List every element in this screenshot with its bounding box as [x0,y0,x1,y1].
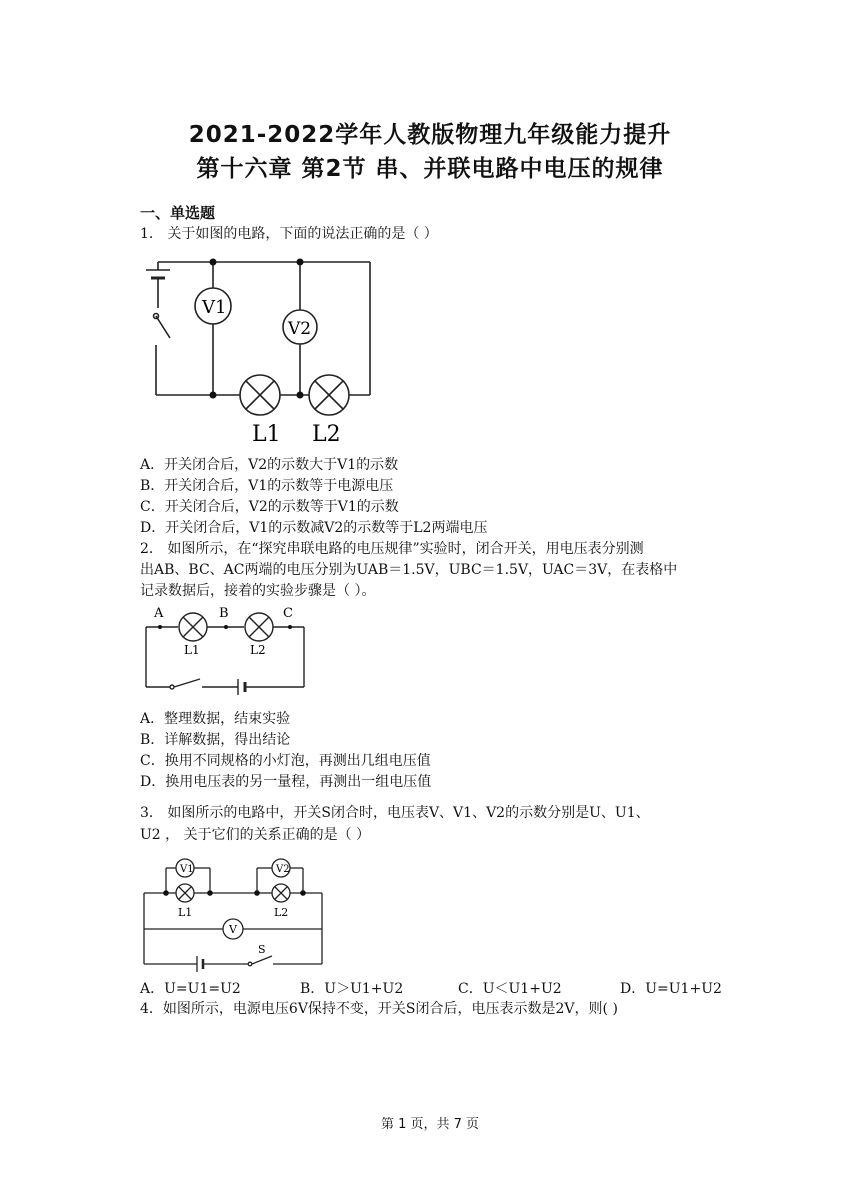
q3-stem-line-1: 3． 如图所示的电路中，开关S闭合时，电压表V、V1、V2的示数分别是U、U1、 [140,805,650,821]
q2-circuit-diagram [140,605,320,700]
document-title: 2021-2022学年人教版物理九年级能力提升 [188,122,672,148]
section-heading: 一、单选题 [140,204,216,222]
q2-option-c: C．换用不同规格的小灯泡，再测出几组电压值 [140,753,431,769]
q4-stem: 4．如图所示，电源电压6V保持不变，开关S闭合后，电压表示数是2V，则( ) [140,1001,618,1017]
node-b-label: B [219,606,229,621]
switch-lever [156,316,170,338]
page-footer: 第 1 页，共 7 页 [380,1117,480,1132]
q3-option-d: D．U=U1+U2 [620,981,722,997]
switch-contact [248,962,252,966]
q1-option-b: B．开关闭合后，V1的示数等于电源电压 [140,478,394,494]
q1-option-d: D．开关闭合后，V1的示数减V2的示数等于L2两端电压 [140,520,488,536]
q1-option-c: C．开关闭合后，V2的示数等于V1的示数 [140,499,399,515]
q2-stem-line-2: 出AB、BC、AC两端的电压分别为UAB＝1.5V，UBC＝1.5V，UAC＝3V，在表格中 [140,562,678,578]
document-subtitle: 第十六章 第2节 串、并联电路中电压的规律 [196,156,664,182]
q2-option-a: A．整理数据，结束实验 [140,711,291,727]
q2-option-d: D．换用电压表的另一量程，再测出一组电压值 [140,774,432,790]
v-label: V [229,923,237,936]
l2-label: L2 [250,643,266,657]
q3-option-b: B．U＞U1+U2 [300,981,404,997]
l1-label: L1 [252,422,281,447]
switch-lever [252,956,272,964]
q1-circuit-diagram [140,250,380,450]
node-c-label: C [283,606,293,621]
q3-option-a: A．U=U1=U2 [140,981,241,997]
q1-option-a: A．开关闭合后，V2的示数大于V1的示数 [140,457,399,473]
q2-option-b: B．详解数据，得出结论 [140,732,291,748]
q3-stem-line-2: U2 ， 关于它们的关系正确的是（ ） [140,827,371,843]
q3-option-c: C．U＜U1+U2 [458,981,562,997]
l2-label: L2 [274,906,289,919]
q3-circuit-diagram [140,852,340,974]
l1-label: L1 [178,906,193,919]
q1-stem: 1． 关于如图的电路，下面的说法正确的是（ ） [140,226,438,242]
v2-label: V2 [288,319,312,339]
switch-contact [170,685,174,689]
l2-label: L2 [312,422,341,447]
q2-stem-line-3: 记录数据后，接着的实验步骤是（ ）。 [140,583,376,599]
v2-label: V2 [276,864,290,875]
v1-label: V1 [180,864,194,875]
q2-stem-line-1: 2． 如图所示，在“探究串联电路的电压规律”实验时，闭合开关，用电压表分别测 [140,541,644,557]
node-a-label: A [154,606,164,621]
v1-label: V1 [202,297,227,318]
l1-label: L1 [184,643,200,657]
switch-s-label: S [258,943,266,956]
switch-lever [174,679,200,687]
